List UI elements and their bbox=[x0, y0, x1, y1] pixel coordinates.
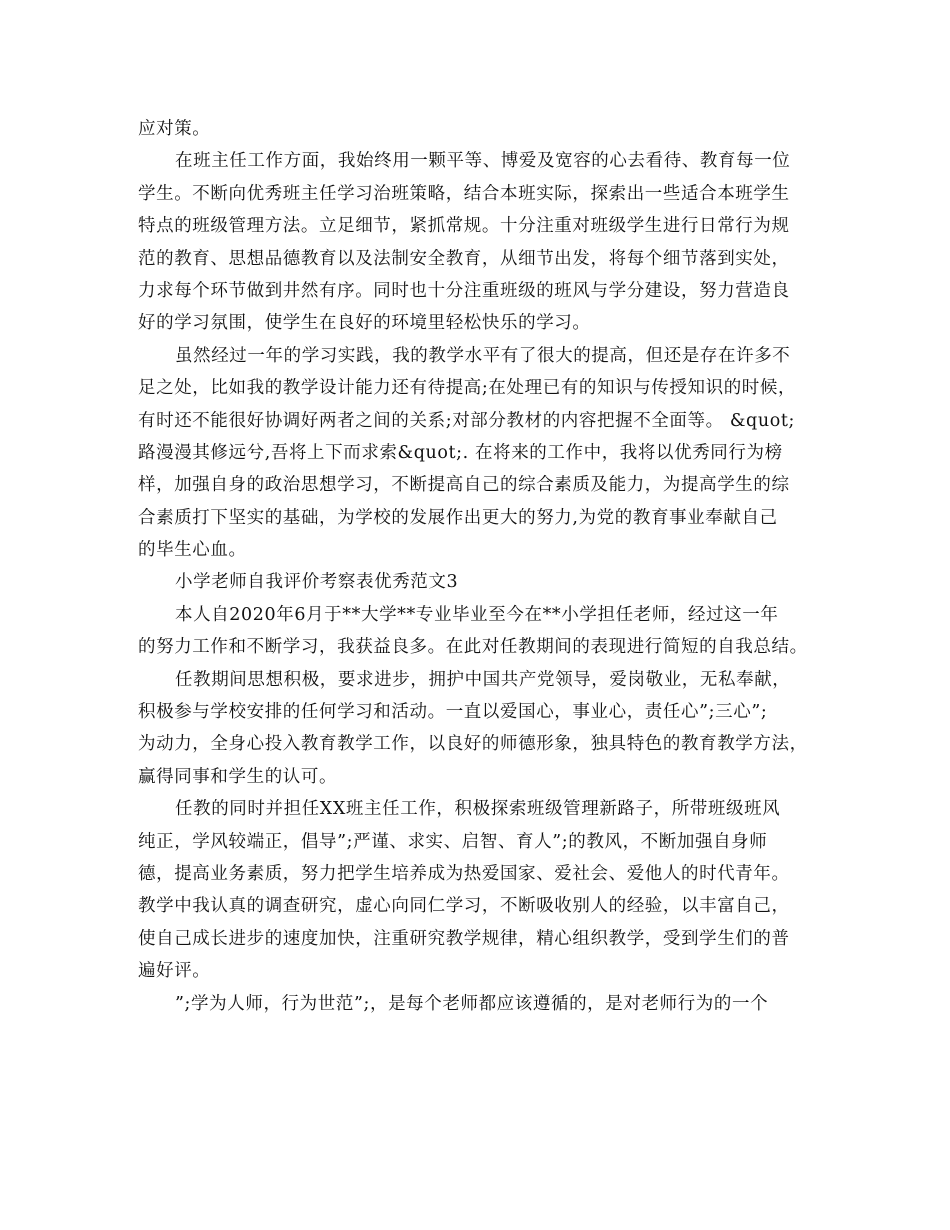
text-line: 德，提高业务素质，努力把学生培养成为热爱国家、爱社会、爱他人的时代青年。 bbox=[138, 863, 790, 884]
text-line: 路漫漫其修远兮,吾将上下而求索&quot;. 在将来的工作中，我将以优秀同行为榜 bbox=[138, 442, 783, 463]
text-line: 样，加强自身的政治思想学习，不断提高自己的综合素质及能力，为提高学生的综 bbox=[138, 475, 790, 496]
text-line: 遍好评。 bbox=[138, 961, 211, 982]
text-line: 有时还不能很好协调好两者之间的关系;对部分教材的内容把握不全面等。 &quot; bbox=[138, 410, 795, 431]
text-line: 积极参与学校安排的任何学习和活动。一直以爱国心，事业心，责任心”;三心”; bbox=[138, 702, 768, 723]
text-line: 本人自2020年6月于**大学**专业毕业至今在**小学担任老师，经过这一年 bbox=[175, 604, 779, 625]
text-line: 范的教育、思想品德教育以及法制安全教育，从细节出发，将每个细节落到实处， bbox=[138, 248, 790, 269]
document-body bbox=[138, 113, 814, 1020]
text-line: 的毕生心血。 bbox=[138, 540, 247, 561]
text-line: 赢得同事和学生的认可。 bbox=[138, 766, 338, 787]
text-line: 任教的同时并担任XX班主任工作，积极探索班级管理新路子，所带班级班风 bbox=[175, 799, 781, 820]
text-line: 合素质打下坚实的基础，为学校的发展作出更大的努力,为党的教育事业奉献自己 bbox=[138, 507, 778, 528]
text-line: 特点的班级管理方法。立足细节，紧抓常规。十分注重对班级学生进行日常行为规 bbox=[138, 216, 790, 237]
text-line: 小学老师自我评价考察表优秀范文3 bbox=[175, 572, 459, 593]
text-line: 在班主任工作方面，我始终用一颗平等、博爱及宽容的心去看待、教育每一位 bbox=[175, 151, 791, 172]
text-line: 好的学习氛围，使学生在良好的环境里轻松快乐的学习。 bbox=[138, 313, 591, 334]
text-line: 任教期间思想积极，要求进步，拥护中国共产党领导，爱岗敬业，无私奉献， bbox=[175, 669, 791, 690]
text-line: 应对策。 bbox=[138, 119, 211, 139]
text-line: 足之处，比如我的教学设计能力还有待提高;在处理已有的知识与传授知识的时候， bbox=[138, 378, 797, 399]
text-line: 教学中我认真的调查研究，虚心向同仁学习，不断吸收别人的经验，以丰富自己， bbox=[138, 896, 790, 917]
text-line: 使自己成长进步的速度加快，注重研究教学规律，精心组织教学，受到学生们的普 bbox=[138, 928, 790, 949]
text-line: 纯正，学风较端正，倡导”;严谨、求实、启智、育人”;的教风，不断加强自身师 bbox=[138, 831, 768, 852]
text-line: 虽然经过一年的学习实践，我的教学水平有了很大的提高，但还是存在许多不 bbox=[175, 345, 791, 366]
text-line: 力求每个环节做到井然有序。同时也十分注重班级的班风与学分建设，努力营造良 bbox=[138, 280, 790, 301]
text-line: 学生。不断向优秀班主任学习治班策略，结合本班实际，探索出一些适合本班学生 bbox=[138, 183, 790, 204]
text-line: 的努力工作和不断学习，我获益良多。在此对任教期间的表现进行简短的自我总结。 bbox=[138, 637, 808, 658]
text-line: 为动力，全身心投入教育教学工作，以良好的师德形象，独具特色的教育教学方法， bbox=[138, 734, 808, 755]
text-line: ”;学为人师，行为世范”;，是每个老师都应该遵循的，是对老师行为的一个 bbox=[175, 993, 769, 1014]
